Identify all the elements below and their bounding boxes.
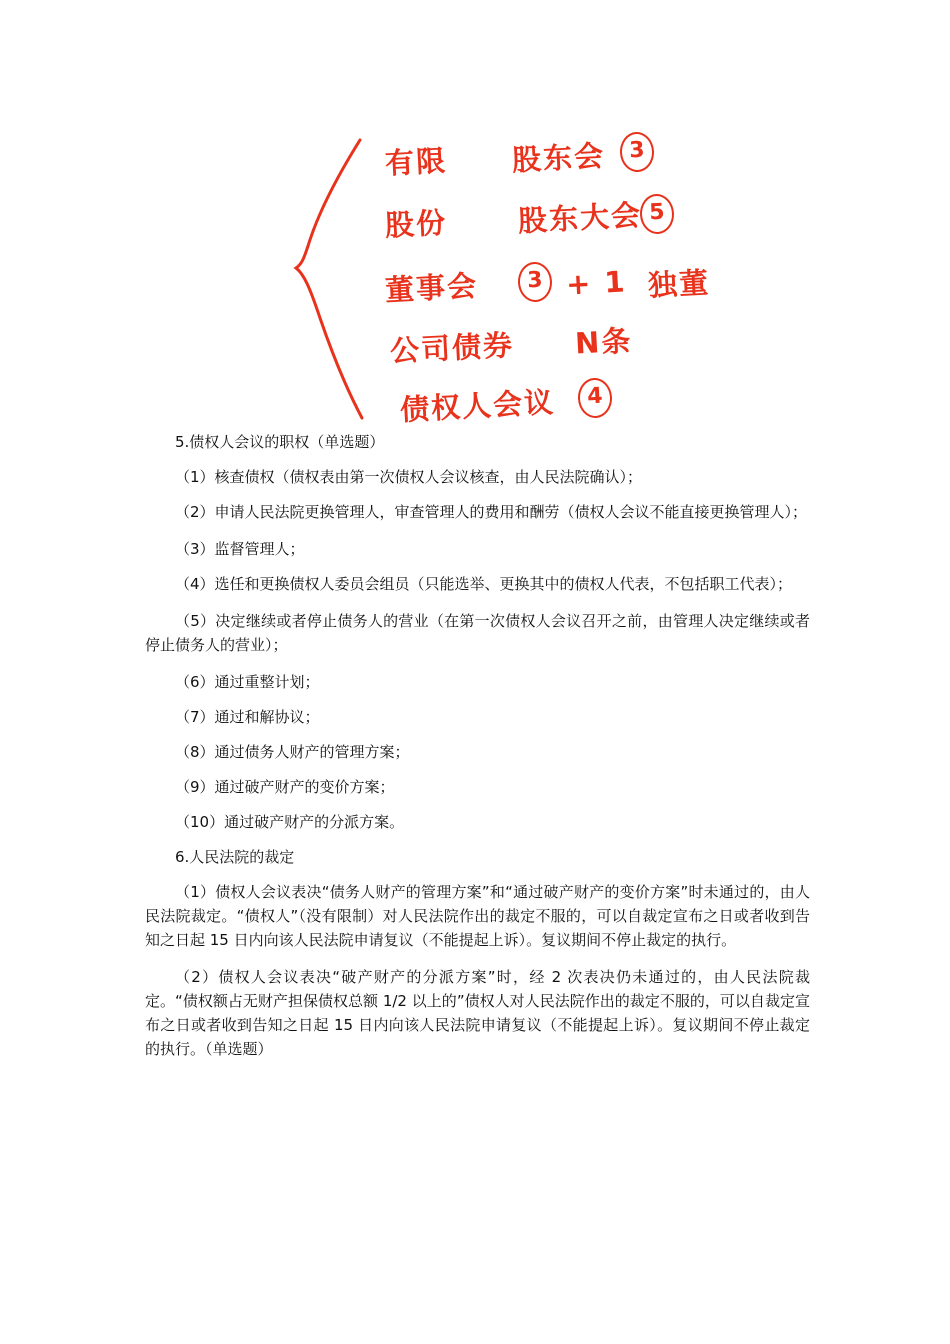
- hw-row1-badge: 3: [619, 131, 655, 173]
- hw-row3-badge: 3: [517, 261, 553, 303]
- hw-row5-badge: 4: [577, 377, 613, 419]
- hw-row3-left: 董事会: [384, 268, 479, 308]
- handwritten-figure: [290, 128, 711, 428]
- list-item: （5）决定继续或者停止债务人的营业（在第一次债权人会议召开之前，由管理人决定继续或者停止债务人的营业）；: [145, 612, 810, 654]
- paragraph: （2）债权人会议表决“破产财产的分派方案”时，经 2 次表决仍未通过的，由人民法院裁定。“债权额占无财产担保债权总额 1/2 以上的”债权人对人民法院作出的裁定不服的，可以自裁定宣布之日或者收到告知之日起 15 日内向该人民法院申请复议（不能提起上诉）。复议期间不停止裁定的执行。（单选题）: [145, 968, 810, 1058]
- list-item: （8）通过债务人财产的管理方案；: [175, 743, 410, 761]
- list-item: （1）核查债权（债权表由第一次债权人会议核查，由人民法院确认）；: [175, 468, 643, 486]
- hw-row2-right: 股东大会: [517, 197, 643, 239]
- hw-row5-left: 债权人会议: [399, 384, 556, 428]
- document-body: [145, 430, 810, 1074]
- list-item: （10）通过破产财产的分派方案。: [175, 813, 405, 831]
- hw-row1-right: 股东会: [511, 138, 606, 178]
- hw-row3-right: + 1: [565, 264, 628, 302]
- list-item: （7）通过和解协议；: [175, 708, 320, 726]
- list-item: （3）监督管理人；: [175, 540, 305, 558]
- list-item: （6）通过重整计划；: [175, 673, 320, 691]
- hw-row4-left: 公司债券: [389, 327, 515, 369]
- curly-brace-icon: [290, 128, 380, 420]
- hw-row3-extra: 独董: [647, 265, 711, 303]
- list-item: （4）选任和更换债权人委员会组员（只能选举、更换其中的债权人代表，不包括职工代表）；: [175, 575, 793, 593]
- hw-row2-left: 股份: [384, 205, 448, 243]
- hw-row2-badge: 5: [639, 193, 675, 235]
- list-item: （9）通过破产财产的变价方案；: [175, 778, 395, 796]
- section-heading-5: 5.债权人会议的职权（单选题）: [175, 433, 385, 451]
- list-item: （2）申请人民法院更换管理人，审查管理人的费用和酬劳（债权人会议不能直接更换管理人）；: [175, 503, 808, 521]
- section-heading-6: 6.人民法院的裁定: [175, 848, 295, 866]
- paragraph: （1）债权人会议表决“债务人财产的管理方案”和“通过破产财产的变价方案”时未通过的，由人民法院裁定。“债权人”（没有限制）对人民法院作出的裁定不服的，可以自裁定宣布之日或者收到告知之日起 15 日内向该人民法院申请复议（不能提起上诉）。复议期间不停止裁定的执行。: [145, 883, 810, 949]
- hw-row1-left: 有限: [384, 143, 448, 181]
- hw-row4-right: N条: [574, 323, 634, 361]
